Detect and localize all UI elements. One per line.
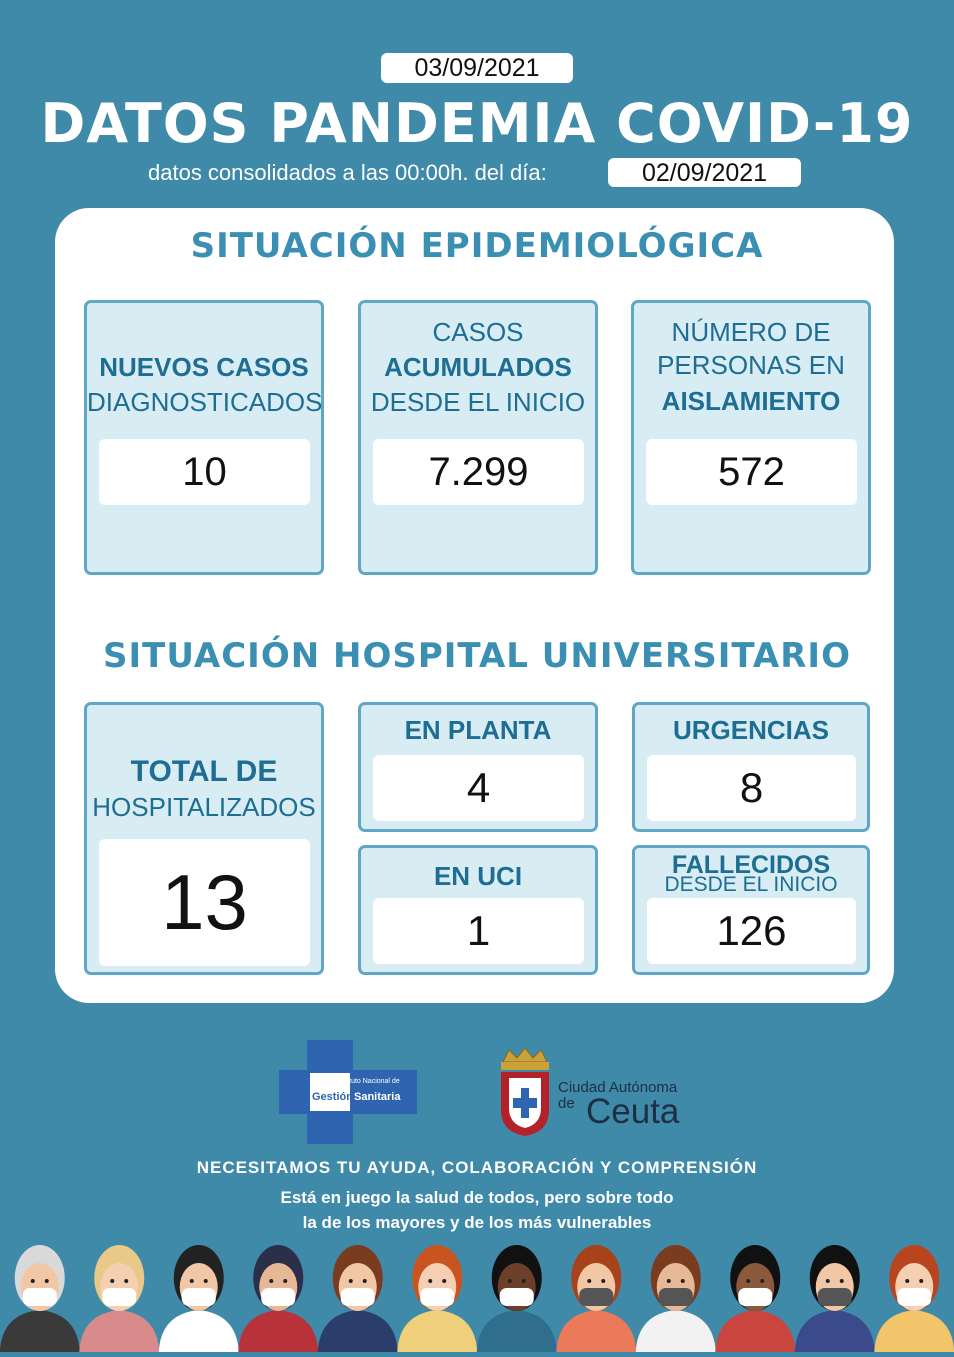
deaths-value: 126 <box>647 898 856 964</box>
total-hospitalized-card <box>84 702 324 975</box>
ingesa-logo <box>279 1040 417 1144</box>
person-figure <box>556 1245 636 1352</box>
person-figure <box>397 1245 477 1352</box>
total-hospitalized-label-bold: TOTAL DE <box>130 755 278 788</box>
footer-headline: NECESITAMOS TU AYUDA, COLABORACIÓN Y COMPRENSIÓN <box>196 1158 758 1177</box>
person-figure <box>238 1245 318 1352</box>
masked-people-illustration <box>0 1232 954 1352</box>
data-date: 02/09/2021 <box>608 158 801 187</box>
person-figure <box>318 1245 398 1352</box>
person-figure <box>477 1245 557 1352</box>
ingesa-word1: Gestión <box>312 1091 353 1103</box>
hospital-section-title: SITUACIÓN HOSPITAL UNIVERSITARIO <box>103 636 851 676</box>
cumulative-label-bold: ACUMULADOS <box>384 352 572 382</box>
cumulative-cases-card <box>358 300 598 575</box>
ceuta-coat-of-arms <box>495 1048 555 1138</box>
total-hospitalized-label: HOSPITALIZADOS <box>92 792 316 822</box>
emergency-card <box>632 702 870 832</box>
icu-card <box>358 845 598 975</box>
deaths-card <box>632 845 870 975</box>
emergency-value: 8 <box>647 755 856 821</box>
ward-label: EN PLANTA <box>404 715 552 745</box>
consolidation-note: datos consolidados a las 00:00h. del día: <box>148 160 547 185</box>
person-figure <box>79 1245 159 1352</box>
ward-card <box>358 702 598 832</box>
person-figure <box>715 1245 795 1352</box>
icu-value: 1 <box>373 898 584 964</box>
isolation-label-top: NÚMERO DE <box>671 317 831 347</box>
ceuta-de: de <box>558 1095 575 1112</box>
icu-label: EN UCI <box>433 861 523 891</box>
isolation-value: 572 <box>646 439 857 505</box>
person-figure <box>795 1245 875 1352</box>
new-cases-label: DIAGNOSTICADOS <box>87 387 323 417</box>
isolation-card <box>631 300 871 575</box>
isolation-label-mid: PERSONAS EN <box>657 350 845 380</box>
ingesa-line1: Instituto Nacional de <box>336 1078 400 1085</box>
new-cases-card <box>84 300 324 575</box>
ceuta-name: Ceuta <box>586 1092 680 1131</box>
person-figure <box>0 1245 80 1352</box>
total-hospitalized-value: 13 <box>99 839 310 966</box>
new-cases-label-bold: NUEVOS CASOS <box>99 352 309 382</box>
cumulative-label-top: CASOS <box>432 317 524 347</box>
emergency-label: URGENCIAS <box>672 715 829 745</box>
person-figure <box>159 1245 239 1352</box>
isolation-label-bold: AISLAMIENTO <box>661 386 841 416</box>
deaths-label-bold: FALLECIDOS <box>671 851 831 879</box>
cumulative-label-rest: DESDE EL INICIO <box>370 387 586 417</box>
report-date: 03/09/2021 <box>381 53 573 83</box>
page-title: DATOS PANDEMIA COVID-19 <box>40 92 914 155</box>
epidemiological-section-title: SITUACIÓN EPIDEMIOLÓGICA <box>190 226 764 266</box>
footer-line-3: la de los mayores y de los más vulnerables <box>302 1213 652 1232</box>
cumulative-cases-value: 7.299 <box>373 439 584 505</box>
ingesa-word2: Sanitaria <box>354 1091 401 1103</box>
ceuta-line1: Ciudad Autónoma <box>558 1079 678 1096</box>
ward-value: 4 <box>373 755 584 821</box>
deaths-label-rest: DESDE EL INICIO <box>664 873 838 896</box>
footer-line-2: Está en juego la salud de todos, pero sobre todo <box>280 1188 674 1207</box>
person-figure <box>636 1245 716 1352</box>
person-figure <box>874 1245 954 1352</box>
new-cases-value: 10 <box>99 439 310 505</box>
